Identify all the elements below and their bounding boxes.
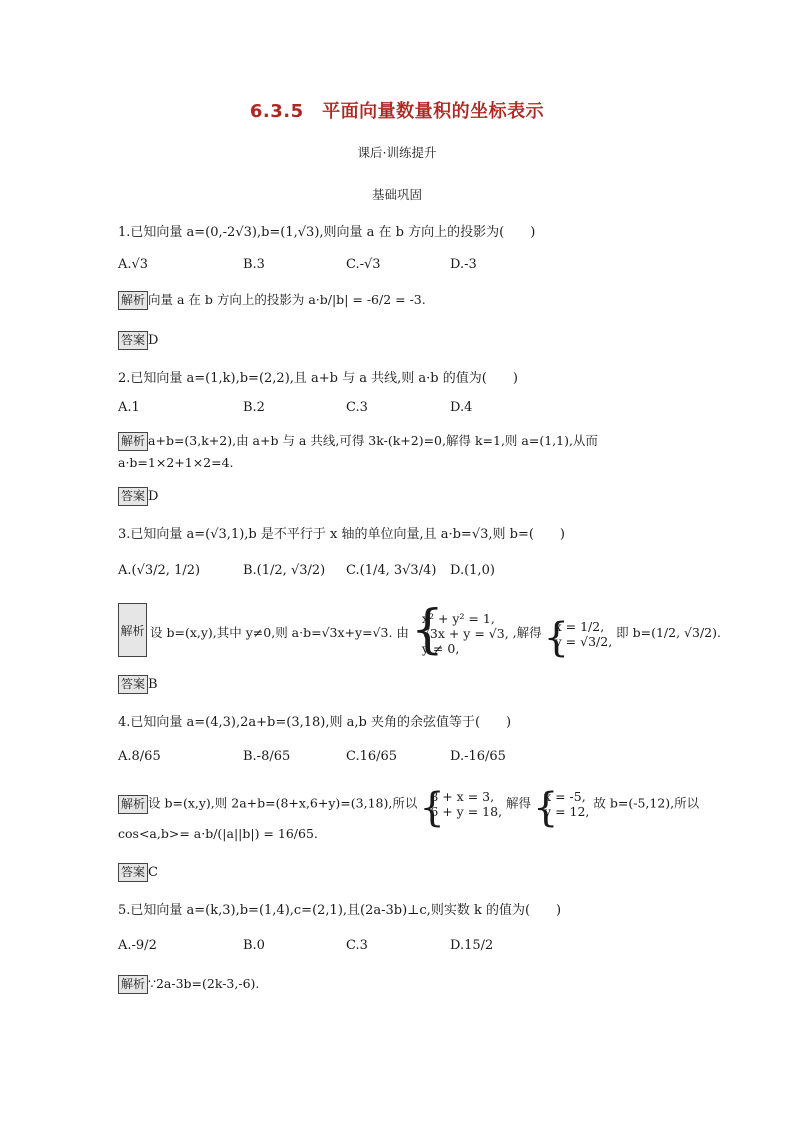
question-3-choice-a: A.(√3/2, 1/2) [118,563,201,578]
question-3-stem: 3.已知向量 a=(√3,1),b 是不平行于 x 轴的单位向量,且 a·b=√3,则 b=( ) [118,527,566,542]
question-2-choice-b: B.2 [243,400,265,415]
answer-label: 答案 [118,675,148,694]
question-1-answer [118,331,158,350]
system-line: y = 12, [544,804,590,819]
question-1-choice-b: B.3 [243,257,265,272]
question-1-analysis-text: 向量 a 在 b 方向上的投影为 a·b/|b| = -6/2 = -3. [148,292,426,307]
question-4-system-1 [421,789,502,819]
subtitle: 课后·训练提升 [357,145,437,160]
section-title: 基础巩固 [371,187,422,202]
question-3-choice-c: C.(1/4, 3√3/4) [346,563,437,578]
question-5-stem: 5.已知向量 a=(k,3),b=(1,4),c=(2,1),且(2a-3b)⊥c,则实数 k 的值为( ) [118,903,562,918]
system-line: { x = -5, [544,789,586,804]
question-2-choice-c: C.3 [346,400,368,415]
question-2-answer-value: D [148,489,159,504]
question-4-analysis-lead: 设 b=(x,y),则 2a+b=(8+x,6+y)=(3,18),所以 [148,795,418,811]
system-line: { x = 1/2, [554,618,605,634]
page-title: 6.3.5 平面向量数量积的坐标表示 [249,101,545,122]
question-3-answer-value: B [148,677,158,692]
question-4-choice-b: B.-8/65 [243,749,291,764]
question-4-stem: 4.已知向量 a=(4,3),2a+b=(3,18),则 a,b 夹角的余弦值等于( ) [118,715,512,730]
analysis-label: 解析 [118,432,148,451]
question-2-stem: 2.已知向量 a=(1,k),b=(2,2),且 a+b 与 a 共线,则 a·b 的值为( ) [118,371,518,386]
question-2-choice-d: D.4 [450,400,473,415]
answer-label: 答案 [118,331,148,350]
system-line: { 8 + x = 3, [430,789,495,804]
system-line: y ≠ 0, [421,641,460,656]
question-3-choice-b: B.(1/2, √3/2) [243,563,326,578]
question-4-answer-value: C [148,865,158,880]
question-4-choice-c: C.16/65 [346,749,398,764]
question-3-answer [118,675,158,694]
question-5-choice-d: D.15/2 [450,938,494,953]
question-5-choice-b: B.0 [243,938,265,953]
question-4-analysis [118,789,699,819]
question-5-choice-c: C.3 [346,938,368,953]
analysis-label: 解析 [118,603,147,657]
question-4-system-2 [535,789,589,819]
question-3-choice-d: D.(1,0) [450,563,495,578]
question-5-analysis [118,975,259,994]
question-3-analysis-mid: ,解得 [512,625,542,640]
system-line: √3x + y = √3, [421,626,509,641]
question-1-answer-value: D [148,333,159,348]
question-2-analysis-line-1: a+b=(3,k+2),由 a+b 与 a 共线,可得 3k-(k+2)=0,解得 k=1,则 a=(1,1),从而 [148,433,598,448]
question-5-analysis-text: ∵2a-3b=(2k-3,-6). [148,976,260,991]
question-2-answer [118,487,158,506]
question-3-analysis-tail: 即 b=(1/2, √3/2). [616,625,721,640]
question-1-choice-c: C.-√3 [346,257,381,272]
question-3-analysis-lead: 设 b=(x,y),其中 y≠0,则 a·b=√3x+y=√3. 由 [150,625,409,640]
question-3-system-2 [546,619,613,649]
system-line: { x² + y² = 1, [421,611,495,626]
system-line: 6 + y = 18, [430,804,503,819]
analysis-label: 解析 [118,795,148,814]
question-4-analysis-mid: 解得 [506,795,532,811]
question-4-analysis-line-2: cos<a,b>= a·b/(|a||b|) = 16/65. [118,826,318,841]
answer-label: 答案 [118,487,148,506]
question-4-analysis-tail: 故 b=(-5,12),所以 [593,795,700,811]
question-3-system-1 [413,611,509,656]
question-3-analysis [150,611,721,656]
analysis-label: 解析 [118,975,148,994]
question-1-choice-a: A.√3 [118,257,149,272]
question-1-choice-d: D.-3 [450,257,477,272]
answer-label: 答案 [118,863,148,882]
question-1-analysis [118,290,426,310]
question-1-stem: 1.已知向量 a=(0,-2√3),b=(1,√3),则向量 a 在 b 方向上的投影为( ) [118,225,536,240]
question-4-choice-a: A.8/65 [118,749,161,764]
question-2-analysis-line-2: a·b=1×2+1×2=4. [118,455,234,470]
question-4-choice-d: D.-16/65 [450,749,506,764]
system-line: y = √3/2, [554,633,613,649]
question-4-answer [118,863,158,882]
question-2-analysis [118,431,598,451]
question-5-choice-a: A.-9/2 [118,938,157,953]
analysis-label: 解析 [118,291,148,310]
question-2-choice-a: A.1 [118,400,140,415]
